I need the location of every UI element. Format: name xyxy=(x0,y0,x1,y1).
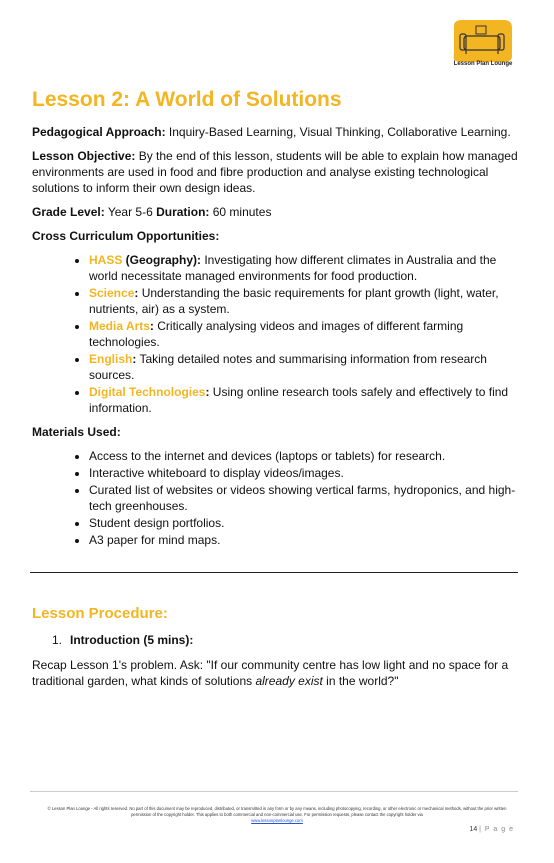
recap-text xyxy=(32,657,518,689)
list-item xyxy=(89,285,518,317)
subject-digital-technologies: Digital Technologies xyxy=(89,385,206,399)
lesson-content xyxy=(32,124,518,556)
subject-media-arts: Media Arts xyxy=(89,319,150,333)
subject-hass: HASS xyxy=(89,253,123,267)
subject-text: Understanding the basic requirements for plant growth (light, water, nutrients, air) as a system. xyxy=(89,286,499,316)
grade-value: Year 5-6 xyxy=(104,205,157,219)
subject-science: Science xyxy=(89,286,135,300)
subject-text: Critically analysing videos and images of different farming technologies. xyxy=(89,319,464,349)
list-item: • Interactive whiteboard to display videos/images. xyxy=(89,465,518,481)
subject-text: Taking detailed notes and summarising information from research sources. xyxy=(89,352,487,382)
subject-extra: : xyxy=(134,286,139,300)
objective-text: By the end of this lesson, students will be able to explain how managed environments are used in food and fibre production and analyse existing technological solutions to inform their own design ideas. xyxy=(32,149,518,195)
materials-heading-text: Materials Used: xyxy=(32,425,121,439)
list-item xyxy=(89,384,518,416)
page-word: | P a g e xyxy=(479,826,514,833)
recap-after: in the world?" xyxy=(322,674,399,688)
list-item: • A3 paper for mind maps. xyxy=(89,532,518,548)
list-item: • Curated list of websites or videos showing vertical farms, hydroponics, and high-tech greenhouses. xyxy=(89,482,518,514)
list-item: • Student design portfolios. xyxy=(89,515,518,531)
subject-extra: (Geography): xyxy=(122,253,202,267)
list-item: • Access to the internet and devices (laptops or tablets) for research. xyxy=(89,448,518,464)
step-number: 1. xyxy=(52,633,63,647)
page-number-value: 14 xyxy=(469,826,478,833)
subject-extra: : xyxy=(149,319,154,333)
pedagogical-approach xyxy=(32,124,518,140)
grade-duration xyxy=(32,204,518,220)
subject-extra: : xyxy=(132,352,137,366)
duration-value: 60 minutes xyxy=(209,205,272,219)
materials-heading xyxy=(32,424,518,440)
cross-curriculum-heading xyxy=(32,228,518,244)
subject-text: Investigating how different climates in Australia and the world necessitate managed environments for food production. xyxy=(89,253,497,283)
list-item xyxy=(89,252,518,284)
cross-curriculum-heading-text: Cross Curriculum Opportunities: xyxy=(32,229,220,243)
recap-emphasis: already exist xyxy=(255,674,323,688)
footer-divider xyxy=(30,791,518,792)
copyright-text: © Lesson Plan Lounge - All rights reserved. No part of this document may be reproduced, distributed, or transmitted in any form or by any means, including photocopying, recording, or other electronic or mechanical methods, without the prior written permission of the copyright holder. This applies to both commercial and non-commercial use. For permission requests, please contact the copyright holder via xyxy=(47,806,507,817)
procedure-heading: Lesson Procedure: xyxy=(32,605,168,622)
section-divider xyxy=(30,572,518,573)
lesson-objective xyxy=(32,148,518,196)
subject-english: English xyxy=(89,352,133,366)
cross-curriculum-list xyxy=(32,252,518,416)
subject-text: Using online research tools safely and effectively to find information. xyxy=(89,385,509,415)
pedagogical-label: Pedagogical Approach: xyxy=(32,125,166,139)
recap-before: Recap Lesson 1's problem. Ask: "If our community centre has low light and no space for a traditional garden, what kinds of solutions xyxy=(32,658,509,688)
lesson-title: Lesson 2: A World of Solutions xyxy=(32,88,342,111)
page-number xyxy=(469,826,514,833)
pedagogical-text: Inquiry-Based Learning, Visual Thinking, Collaborative Learning. xyxy=(165,125,511,139)
list-item xyxy=(89,351,518,383)
materials-list xyxy=(32,448,518,548)
copyright-footer xyxy=(38,806,516,824)
logo-text: Lesson Plan Lounge xyxy=(453,61,513,67)
objective-label: Lesson Objective: xyxy=(32,149,136,163)
subject-extra: : xyxy=(205,385,210,399)
duration-label: Duration: xyxy=(156,205,210,219)
grade-label: Grade Level: xyxy=(32,205,105,219)
website-link[interactable]: www.lessonplanlounge.com xyxy=(251,818,303,823)
procedure-step xyxy=(52,633,193,647)
step-title: Introduction (5 mins): xyxy=(70,633,194,647)
list-item xyxy=(89,318,518,350)
